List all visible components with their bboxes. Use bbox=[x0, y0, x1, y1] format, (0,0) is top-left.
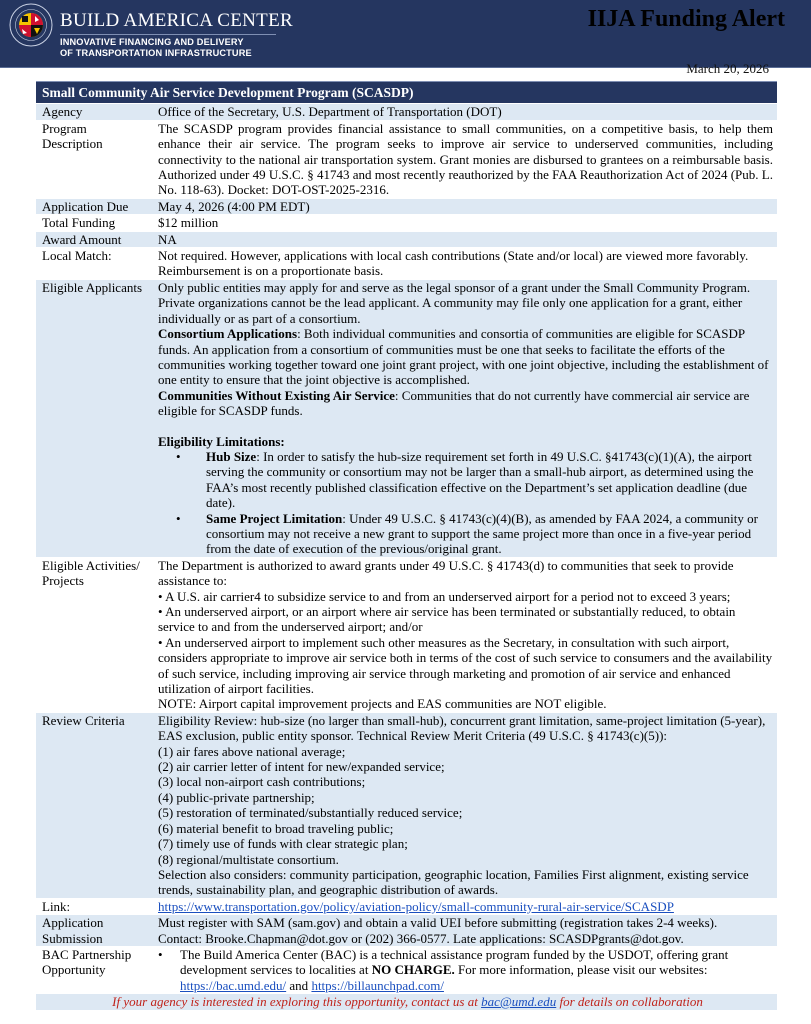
bac-website-link[interactable]: https://bac.umd.edu/ bbox=[180, 977, 287, 993]
award-amount-value: NA bbox=[152, 231, 777, 247]
alert-title: IIJA Funding Alert bbox=[587, 6, 785, 32]
brand-subtitle bbox=[60, 37, 252, 59]
bac-text-after: For more information, please visit our websites: bbox=[454, 962, 708, 978]
limitations-list bbox=[158, 449, 773, 557]
bac-partnership-value bbox=[152, 946, 777, 993]
bullet-icon: • bbox=[176, 448, 181, 464]
limitations-heading-text: Eligibility Limitations: bbox=[158, 433, 285, 449]
criteria-line: (6) material benefit to broad traveling public; bbox=[158, 820, 394, 836]
agency-value: Office of the Secretary, U.S. Department of Transportation (DOT) bbox=[152, 104, 777, 120]
limitation-text: : Under 49 U.S.C. § 41743(c)(4)(B), as amended by FAA 2024, a community or consortium may not receive a new grant to support the same project more than once in a five-year period from the date of execution of the previous/original grant. bbox=[206, 510, 758, 557]
criteria-line: (5) restoration of terminated/substantially reduced service; bbox=[158, 805, 463, 821]
criteria-line: (8) regional/multistate consortium. bbox=[158, 851, 339, 867]
no-charge-emphasis: NO CHARGE. bbox=[371, 962, 455, 978]
consortium-applications bbox=[158, 326, 773, 388]
header-banner bbox=[0, 0, 811, 68]
local-match-value: Not required. However, applications with local cash contributions (State and/or local) are viewed more favorably. Reimbursement is on a proportionate basis. bbox=[152, 248, 777, 280]
program-title-row bbox=[36, 82, 777, 104]
award-amount-label: Award Amount bbox=[36, 231, 152, 247]
local-match-label: Local Match: bbox=[36, 248, 152, 280]
eligible-activities-label: Eligible Activities/ Projects bbox=[36, 557, 152, 712]
criteria-line: (4) public-private partnership; bbox=[158, 789, 315, 805]
description-label: Program Description bbox=[36, 120, 152, 198]
program-url-link[interactable]: https://www.transportation.gov/policy/aviation-policy/small-community-rural-air-service/SCASDP bbox=[158, 898, 674, 914]
description-row bbox=[36, 120, 777, 198]
activity-line: • An underserved airport, or an airport where air service has been terminated or substantially reduced, to obtain service to and from the underserved airport; and/or bbox=[158, 604, 736, 635]
collaboration-note bbox=[36, 994, 777, 1010]
eligible-applicants-row bbox=[36, 279, 777, 557]
eligible-activities-row bbox=[36, 557, 777, 712]
award-amount-row bbox=[36, 231, 777, 247]
bullet-icon: • bbox=[158, 946, 163, 962]
footer-text-after: for details on collaboration bbox=[556, 994, 703, 1010]
link-value bbox=[152, 898, 777, 914]
eligible-applicants-value bbox=[152, 279, 777, 557]
no-service-text: : Communities that do not currently have commercial air service are eligible for SCASDP funds. bbox=[158, 387, 750, 419]
consortium-text: : Both individual communities and consortia of communities are eligible for SCASDP funds. An application from a consortium of communities must be one that seeks to facilitate the efforts of the communities working together toward one joint grant project, with one joint objective, including the establishment of one entity to ensure that the joint objective is accomplished. bbox=[158, 326, 769, 388]
application-due-label: Application Due bbox=[36, 198, 152, 214]
submission-line: Must register with SAM (sam.gov) and obtain a valid UEI before submitting (registration takes 2-4 weeks). bbox=[158, 915, 718, 931]
link-row bbox=[36, 898, 777, 914]
bac-text-before: The Build America Center (BAC) is a technical assistance program funded by the USDOT, offering grant development services to localities at bbox=[180, 946, 729, 978]
criteria-line: (1) air fares above national average; bbox=[158, 743, 346, 759]
criteria-line: Eligibility Review: hub-size (no larger than small-hub), concurrent grant limitation, same-project limitation (5-year), EAS exclusion, public entity sponsor. Technical Review Merit Criteria (49 U.S.C. § 41743(c)(5)): bbox=[158, 712, 766, 744]
agency-row bbox=[36, 104, 777, 120]
limitations-heading bbox=[158, 434, 773, 449]
agency-label: Agency bbox=[36, 104, 152, 120]
eligible-applicants-intro: Only public entities may apply for and serve as the legal sponsor of a grant under the Small Community Program. Private organizations cannot be the lead applicant. A community may file only one application for a grant, either individually or as part of a consortium. bbox=[158, 279, 751, 326]
application-due-row bbox=[36, 198, 777, 214]
eligible-applicants-label: Eligible Applicants bbox=[36, 279, 152, 557]
submission-line: Contact: Brooke.Chapman@dot.gov or (202) 366-0577. Late applications: SCASDPgrants@dot.gov. bbox=[158, 930, 684, 946]
review-criteria-row bbox=[36, 712, 777, 898]
link-label: Link: bbox=[36, 898, 152, 914]
limitation-heading: Hub Size bbox=[206, 448, 257, 464]
limitation-text: : In order to satisfy the hub-size requirement set forth in 49 U.S.C. §41743(c)(1)(A), the airport serving the community or consortium may not be larger than a small-hub airport, as determined using the FAA’s most recently published classification effective on the Department’s set application deadline (due date). bbox=[206, 448, 754, 511]
footer-row bbox=[36, 994, 777, 1010]
application-submission-value bbox=[152, 915, 777, 947]
limitation-heading: Same Project Limitation bbox=[206, 510, 343, 526]
footer-text-before: If your agency is interested in exploring this opportunity, contact us at bbox=[112, 994, 482, 1010]
review-criteria-value bbox=[152, 712, 777, 898]
brand-divider bbox=[60, 34, 276, 35]
total-funding-label: Total Funding bbox=[36, 215, 152, 231]
bac-partnership-label: BAC Partnership Opportunity bbox=[36, 946, 152, 993]
local-match-row bbox=[36, 248, 777, 280]
university-of-maryland-seal-icon bbox=[9, 3, 53, 47]
bullet-icon: • bbox=[176, 510, 181, 526]
activity-line: • A U.S. air carrier4 to subsidize service to and from an underserved airport for a period not to exceed 3 years; bbox=[158, 588, 731, 604]
eligible-activities-value bbox=[152, 557, 777, 712]
activity-note: NOTE: Airport capital improvement projects and EAS communities are NOT eligible. bbox=[158, 696, 607, 712]
communities-without-service bbox=[158, 388, 773, 419]
criteria-line: Selection also considers: community participation, geographic location, Families First alignment, existing service trends, sustainability plan, and geographic distribution of awards. bbox=[158, 866, 749, 898]
brand-title: BUILD AMERICA CENTER bbox=[60, 10, 293, 31]
total-funding-row bbox=[36, 215, 777, 231]
application-due-value: May 4, 2026 (4:00 PM EDT) bbox=[152, 198, 777, 214]
limitation-item-hub-size bbox=[176, 448, 773, 511]
review-criteria-label: Review Criteria bbox=[36, 712, 152, 898]
description-value: The SCASDP program provides financial assistance to small communities, on a competitive basis, to help them enhance their air service. The program seeks to improve air service to underserved communities, including connectivity to the national air transportation system. Grant monies are disbursed to grantees on a reimbursable basis. Authorized under 49 U.S.C. § 41743 and most recently reauthorized by the FAA Reauthorization Act of 2024 (Pub. L. No. 118-63). Docket: DOT-OST-2025-2316. bbox=[152, 120, 777, 198]
no-service-heading: Communities Without Existing Air Service bbox=[158, 387, 395, 403]
activity-line: The Department is authorized to award grants under 49 U.S.C. § 41743(d) to communities that seek to provide assistance to: bbox=[158, 557, 734, 589]
consortium-heading: Consortium Applications bbox=[158, 326, 298, 342]
billaunchpad-link[interactable]: https://billaunchpad.com/ bbox=[311, 977, 444, 993]
bac-item bbox=[158, 947, 773, 993]
brand-subtitle-line-2: OF TRANSPORTATION INFRASTRUCTURE bbox=[60, 48, 252, 58]
criteria-line: (7) timely use of funds with clear strategic plan; bbox=[158, 836, 408, 852]
criteria-line: (2) air carrier letter of intent for new/expanded service; bbox=[158, 759, 445, 775]
criteria-line: (3) local non-airport cash contributions; bbox=[158, 774, 366, 790]
bac-partnership-row bbox=[36, 946, 777, 993]
alert-date: March 20, 2026 bbox=[686, 61, 769, 76]
activity-line: • An underserved airport to implement such other measures as the Secretary, in consultation with such airport, considers appropriate to improve air service both in terms of the cost of such service to consumers and the availability of such service, including improving air service through marketing and promotion of air service and enhanced utilization of airport facilities. bbox=[158, 634, 773, 697]
program-title: Small Community Air Service Development Program (SCASDP) bbox=[36, 82, 777, 104]
application-submission-label: Application Submission bbox=[36, 915, 152, 947]
application-submission-row bbox=[36, 915, 777, 947]
program-details-table bbox=[36, 81, 777, 1010]
and-text: and bbox=[286, 977, 312, 993]
limitation-item-same-project bbox=[176, 510, 773, 557]
brand-subtitle-line-1: INNOVATIVE FINANCING AND DELIVERY bbox=[60, 37, 244, 47]
contact-email-link[interactable]: bac@umd.edu bbox=[481, 994, 557, 1010]
spacer bbox=[158, 419, 773, 434]
total-funding-value: $12 million bbox=[152, 215, 777, 231]
